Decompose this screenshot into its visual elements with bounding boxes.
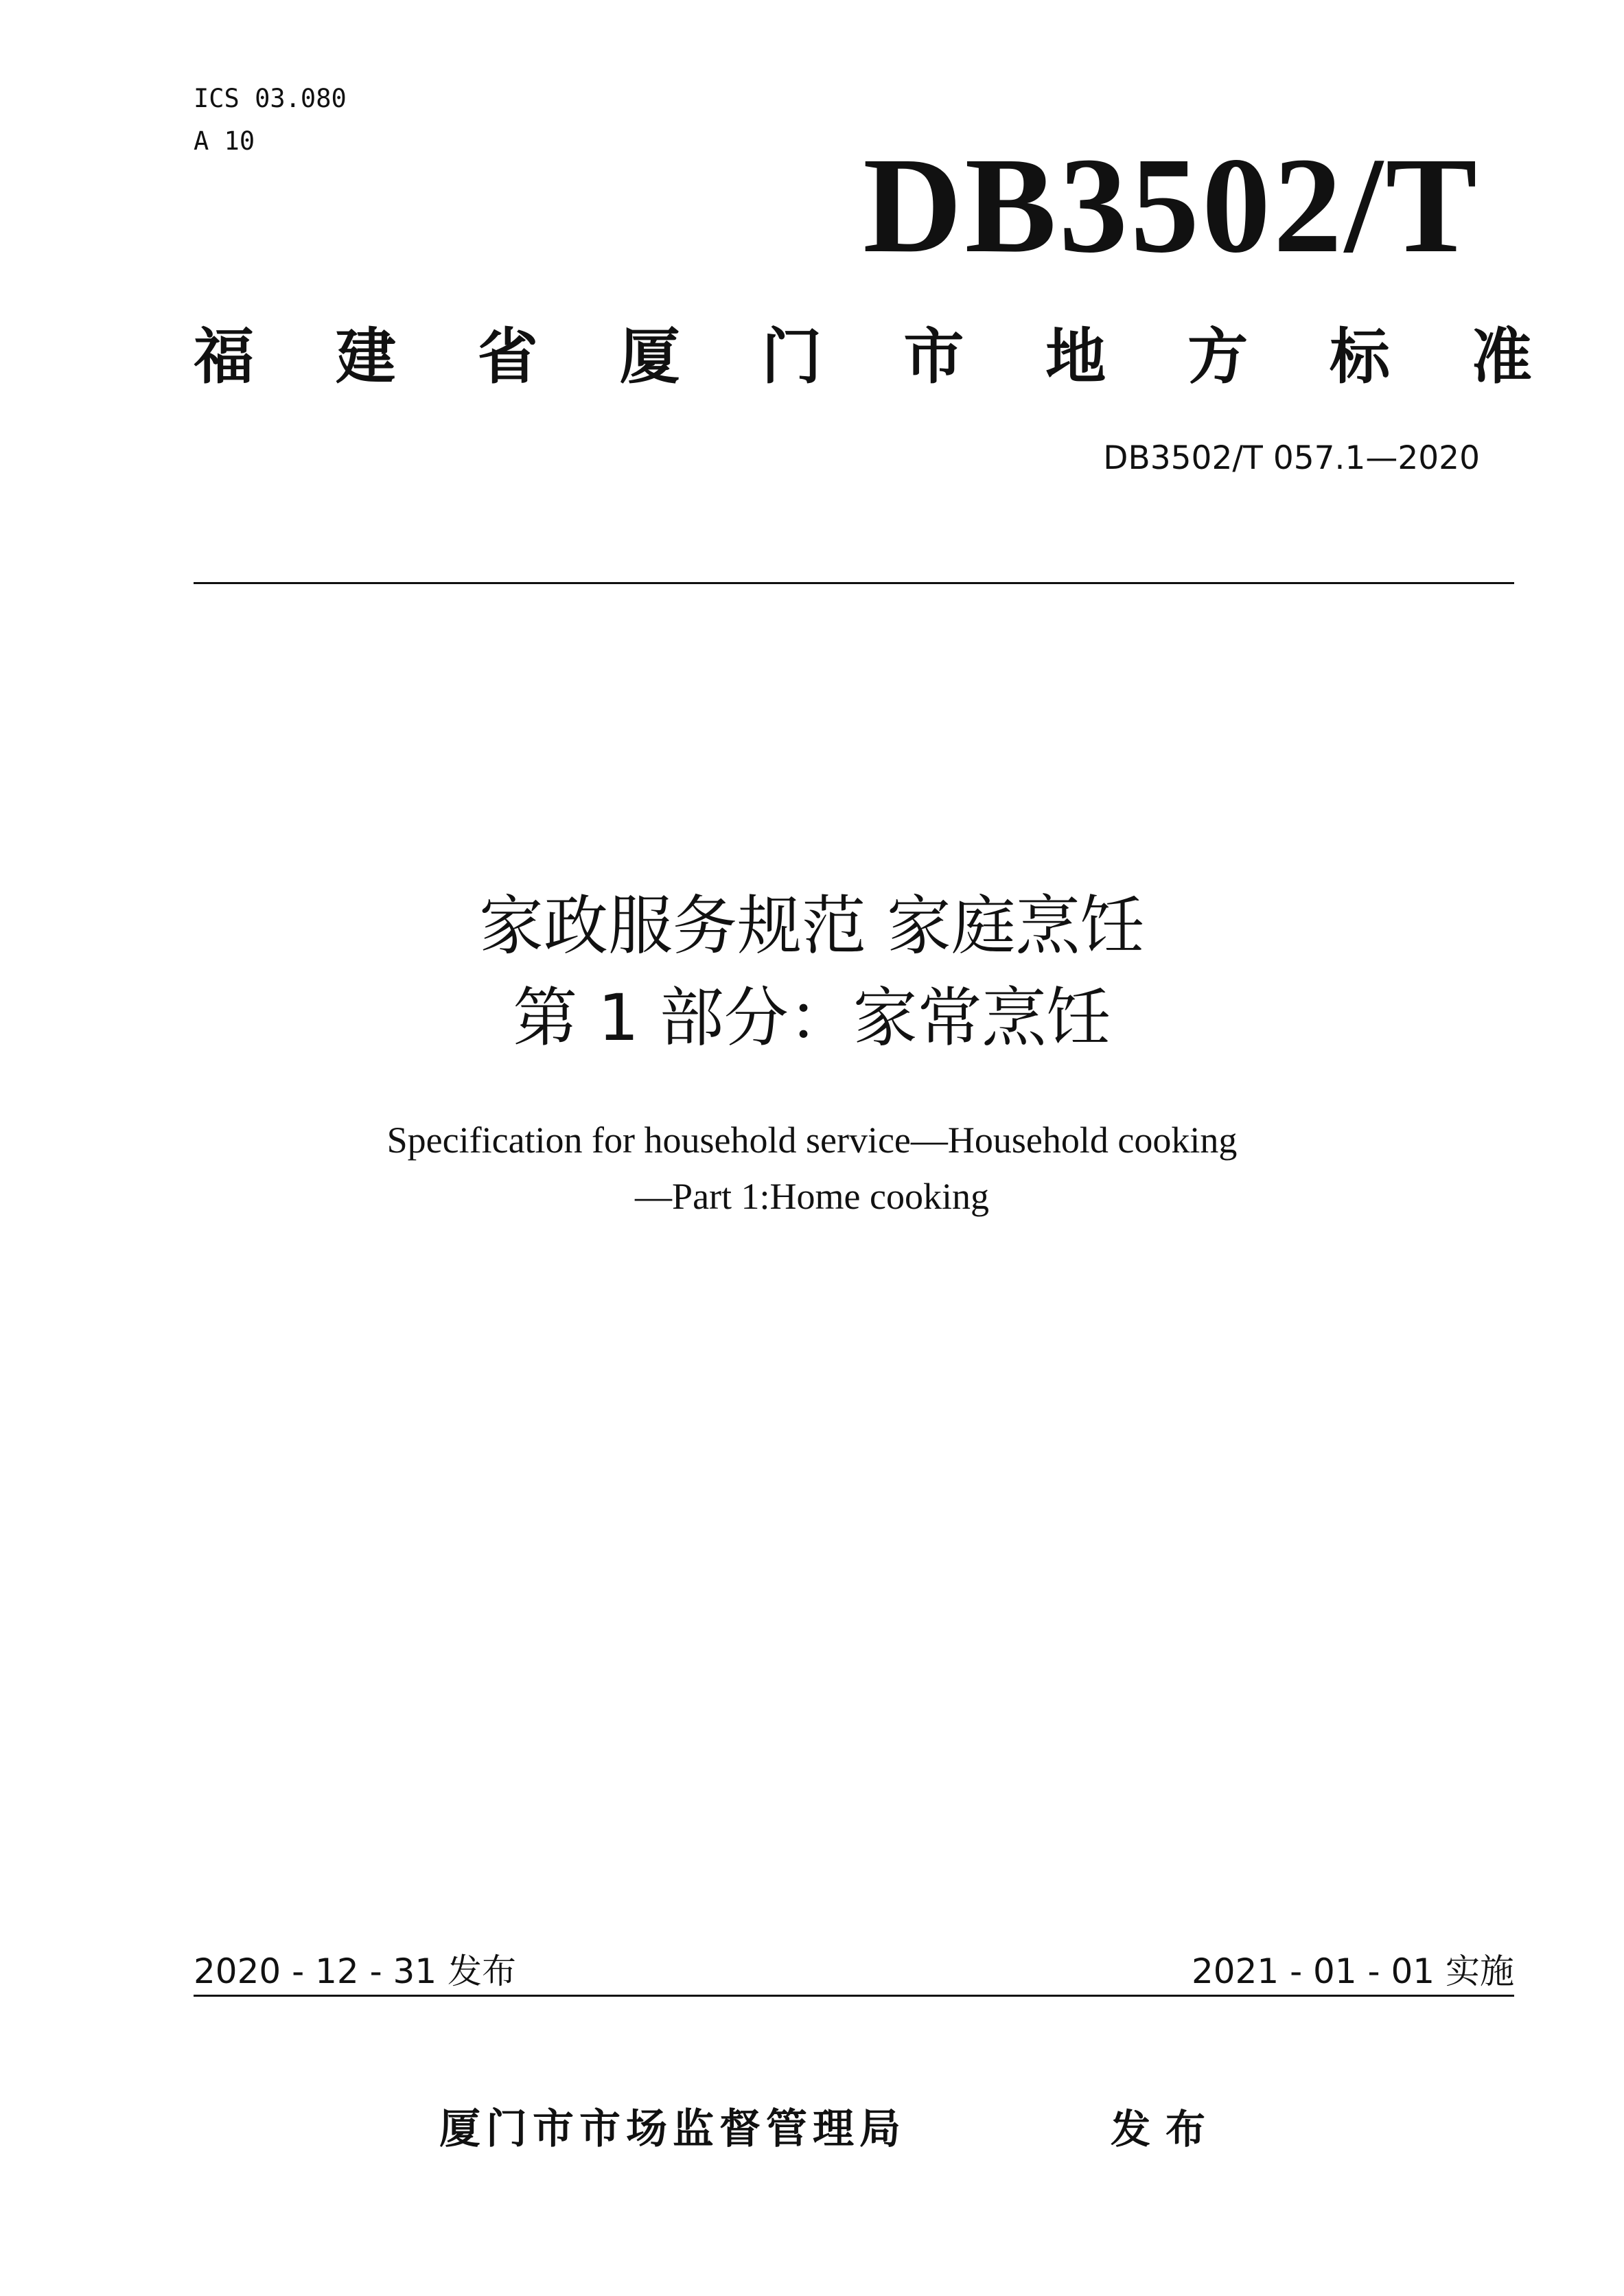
standard-mark: DB3502/T (863, 130, 1480, 281)
standard-type-char: 准 (1471, 321, 1532, 392)
issue-date: 2020 - 12 - 31 发布 (194, 1951, 517, 1991)
standard-type-heading (194, 317, 1532, 397)
standard-type-char: 标 (1330, 321, 1391, 392)
standard-type-char: 门 (761, 321, 822, 392)
title-chinese-line-2: 第 1 部分：家常烹饪 (513, 981, 1111, 1056)
standard-type-char: 方 (1187, 321, 1249, 392)
standard-type-char: 建 (335, 321, 396, 392)
title-english-line-1: Specification for household service—Household cooking (386, 1120, 1238, 1161)
standard-type-char: 省 (477, 321, 538, 392)
implementation-date: 2021 - 01 - 01 实施 (1191, 1951, 1514, 1991)
title-english-line-2: —Part 1:Home cooking (635, 1176, 989, 1217)
standard-type-char: 市 (903, 321, 964, 392)
standard-type-char: 厦 (619, 321, 680, 392)
publisher-name: 厦门市市场监督管理局 (439, 2105, 906, 2153)
ics-code: ICS 03.080 (194, 84, 347, 113)
publish-label: 发布 (1111, 2106, 1221, 2153)
bottom-divider (194, 1995, 1514, 1997)
title-chinese-line-1: 家政服务规范 家庭烹饪 (479, 889, 1145, 964)
standard-number: DB3502/T 057.1—2020 (1103, 439, 1480, 477)
ccs-code: A 10 (194, 126, 255, 156)
standard-type-char: 地 (1045, 321, 1106, 392)
top-divider (194, 582, 1514, 584)
standard-type-char: 福 (194, 321, 255, 392)
